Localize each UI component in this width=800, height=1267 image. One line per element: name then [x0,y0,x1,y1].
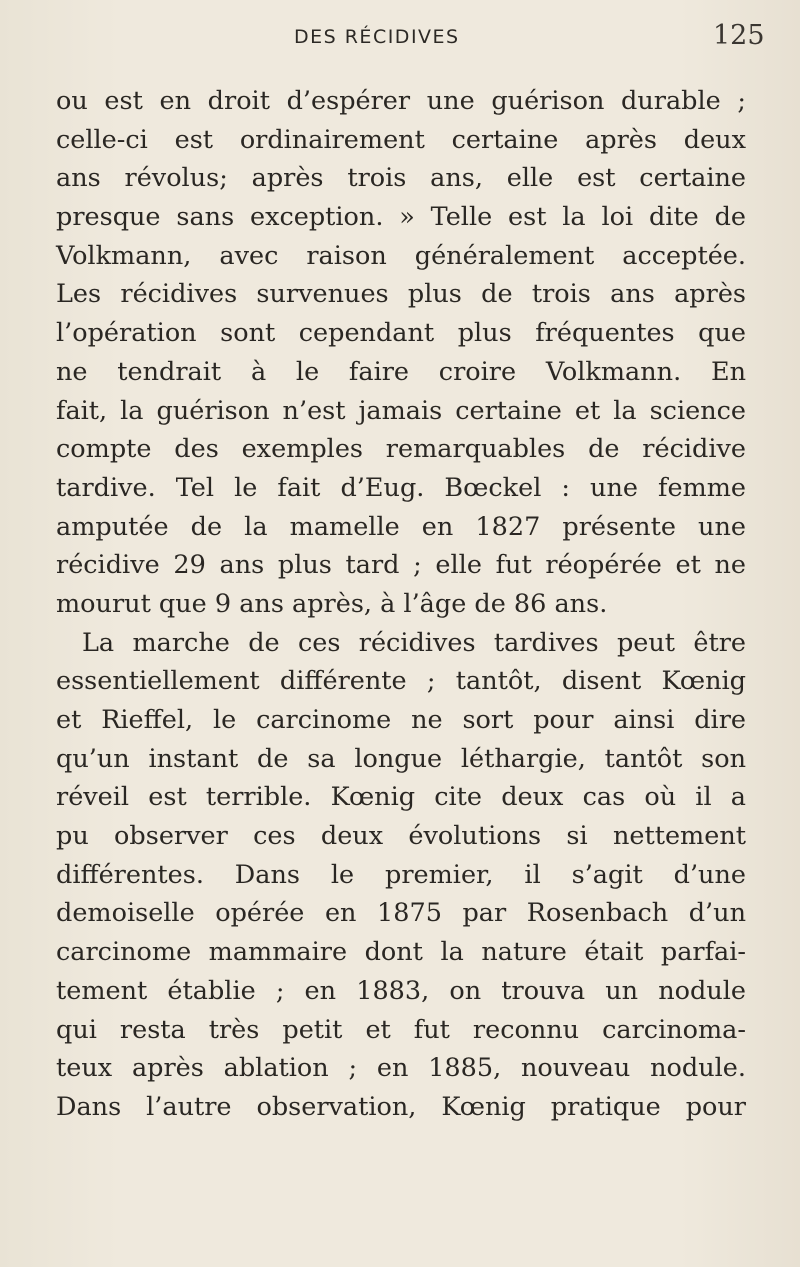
text-line: l’opération sont cependant plus fréquentes que [56,318,746,349]
text-line: et Rieffel, le carcinome ne sort pour ainsi dire [56,705,746,735]
text-line: mourut que 9 ans après, à l’âge de 86 ans. [56,588,608,619]
running-head [0,20,800,60]
text-line: fait, la guérison n’est jamais certaine et la science [56,395,746,426]
text-line: ne tendrait à le faire croire Volkmann. En [56,356,746,387]
text-line: compte des exemples remarquables de récidive [56,434,746,465]
paragraph-start-line: La marche de ces récidives tardives peut être [82,627,746,658]
text-line: amputée de la mamelle en 1827 présente une [56,511,746,542]
text-line: ans révolus; après trois ans, elle est certaine [56,163,746,194]
text-line: qu’un instant de sa longue léthargie, tantôt son [56,743,746,774]
text-line: tardive. Tel le fait d’Eug. Bœckel : une femme [56,472,746,503]
text-line: carcinome mammaire dont la nature était parfai- [56,937,746,968]
text-line: qui resta très petit et fut reconnu carcinoma- [56,1014,746,1045]
text-line: essentiellement différente ; tantôt, disent Kœnig [56,666,746,697]
text-line: teux après ablation ; en 1885, nouveau nodule. [56,1053,746,1084]
text-line: demoiselle opérée en 1875 par Rosenbach d’un [56,898,746,929]
page-number: 125 [713,20,765,51]
text-line: récidive 29 ans plus tard ; elle fut réopérée et ne [56,550,746,581]
text-line: réveil est terrible. Kœnig cite deux cas où il a [56,782,746,813]
text-line: Les récidives survenues plus de trois ans après [56,279,746,310]
text-line: Dans l’autre observation, Kœnig pratique pour [56,1091,746,1122]
text-line: tement établie ; en 1883, on trouva un nodule [56,975,746,1006]
running-title: DES RÉCIDIVES [294,26,460,48]
body-text [56,82,746,1127]
text-line: pu observer ces deux évolutions si nettement [56,821,746,852]
text-line: celle-ci est ordinairement certaine après deux [56,124,746,155]
text-line: ou est en droit d’espérer une guérison durable ; [56,86,746,116]
text-line: Volkmann, avec raison généralement acceptée. [56,240,746,271]
text-line: différentes. Dans le premier, il s’agit d’une [56,859,746,890]
text-line: presque sans exception. » Telle est la loi dite de [56,202,746,233]
